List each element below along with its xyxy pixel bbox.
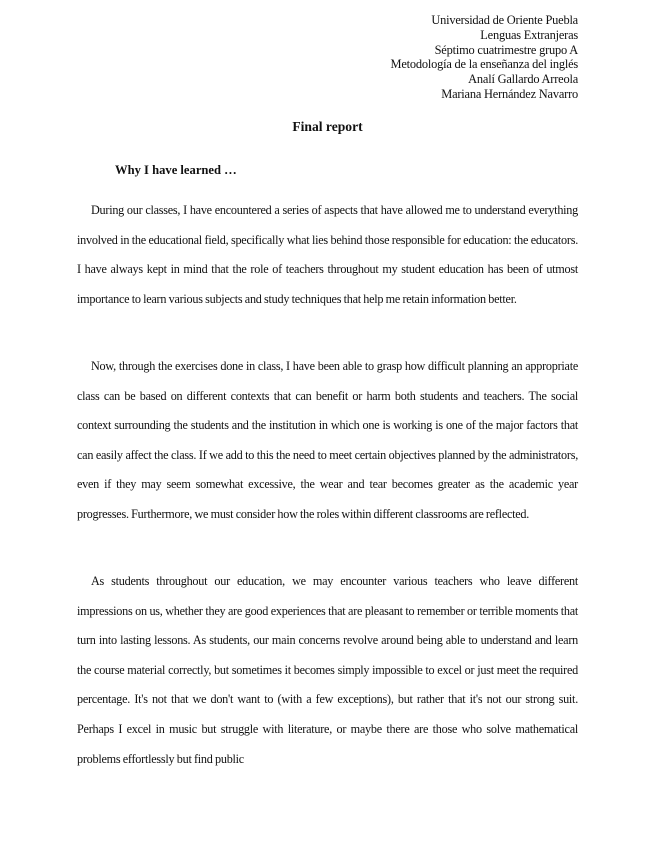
header-group: Séptimo cuatrimestre grupo A [434,42,578,57]
section-heading: Why I have learned … [115,163,237,177]
author-info-header [391,13,579,102]
header-course: Metodología de la enseñanza del inglés [390,57,578,72]
header-program: Lenguas Extranjeras [480,27,578,42]
header-author-2: Mariana Hernández Navarro [441,86,578,101]
document-title: Final report [292,119,363,134]
header-author-1: Analí Gallardo Arreola [468,72,578,87]
body-paragraph-3: As students throughout our education, we may encounter various teachers who leave different impressions on us, whether they are good experiences that are pleasant to remember or terrible moments that turn into lasting lessons. As students, our main concerns revolve around being able to understand and learn the course material correctly, but sometimes it becomes simply impossible to excel or just meet the required percentage. It's not that we don't want to (with a few exceptions), but rather that it's not our strong suit. Perhaps I excel in music but struggle with literature, or maybe there are those who solve mathematical problems effortlessly but find public [77,574,578,766]
body-paragraph-2: Now, through the exercises done in class, I have been able to grasp how difficult planning an appropriate class can be based on different contexts that can benefit or harm both students and teachers. The social context surrounding the students and the institution in which one is working is one of the major factors that can easily affect the class. If we add to this the need to meet certain objectives planned by the administrators, even if they may seem somewhat excessive, the wear and tear becomes greater as the academic year progresses. Furthermore, we must consider how the roles within different classrooms are reflected. [77,359,578,521]
header-university: Universidad de Oriente Puebla [431,13,578,27]
body-paragraph-1: During our classes, I have encountered a series of aspects that have allowed me to understand everything involved in the educational field, specifically what lies behind those responsible for education: the educators. I have always kept in mind that the role of teachers throughout my student education has been of utmost importance to learn various subjects and study techniques that help me retain information better. [77,203,578,306]
